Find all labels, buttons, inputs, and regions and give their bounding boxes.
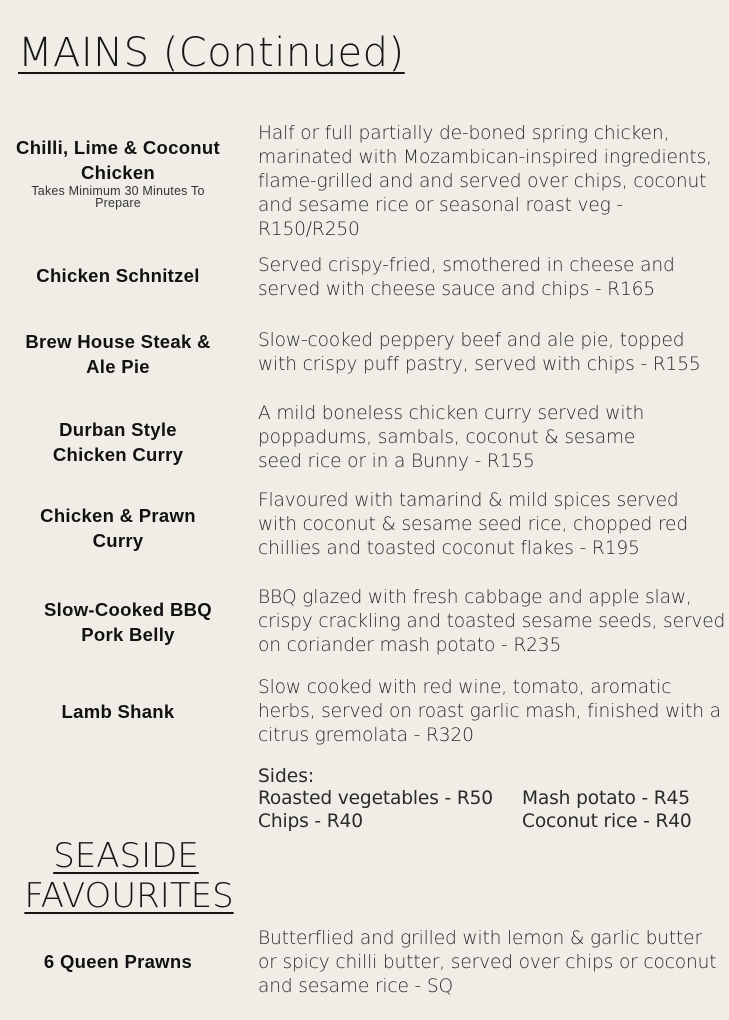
dish-name-bbq-pork-belly: Slow-Cooked BBQ Pork Belly [44,599,212,645]
dish-name-chilli-lime-coconut-chicken [8,136,228,209]
dish-description-durban-chicken-curry: A mild boneless chicken curry served with poppadums, sambals, coconut & sesame seed rice or in a Bunny - R155 [258,403,645,472]
dish-name-steak-ale-pie: Brew House Steak & Ale Pie [25,331,211,377]
dish-name-lamb-shank: Lamb Shank [61,701,175,722]
dish-description-chicken-schnitzel: Served crispy-fried, smothered in cheese and served with cheese sauce and chips - R165 [258,255,675,300]
dish-name-text: Chilli, Lime & Coconut Chicken [16,137,220,183]
dish-name-durban-chicken-curry: Durban Style Chicken Curry [52,419,184,465]
side-item-chips: Chips - R40 [258,811,363,832]
dish-name-queen-prawns: 6 Queen Prawns [43,951,193,972]
dish-description-steak-ale-pie: Slow-cooked peppery beef and ale pie, topped with crispy puff pastry, served with chips - R155 [258,330,701,375]
mains-title: MAINS (Continued) [18,30,405,76]
dish-name-chicken-schnitzel: Chicken Schnitzel [36,265,200,286]
dish-description-queen-prawns: Butterflied and grilled with lemon & garlic butter or spicy chilli butter, served over chips or coconut and sesame rice - SQ [258,928,717,997]
seaside-title-line2: FAVOURITES [24,876,234,916]
side-item-mash-potato: Mash potato - R45 [522,788,690,809]
dish-note: Takes Minimum 30 Minutes To Prepare [31,184,205,210]
side-item-roasted-vegetables: Roasted vegetables - R50 [258,788,493,809]
dish-description-chilli-lime-coconut-chicken: Half or full partially de-boned spring chicken, marinated with Mozambican-inspired ingredients, flame-grilled and and served over chips, coconut and sesame rice or seasonal roast veg - R150/R250 [258,123,712,240]
dish-description-bbq-pork-belly: BBQ glazed with fresh cabbage and apple slaw, crispy crackling and toasted sesame seeds, served on coriander mash potato - R235 [258,587,726,656]
sides-label: Sides: [258,766,315,787]
seaside-title-line1: SEASIDE [53,836,199,876]
side-item-coconut-rice: Coconut rice - R40 [522,811,692,832]
dish-name-chicken-prawn-curry: Chicken & Prawn Curry [40,505,196,551]
dish-description-lamb-shank: Slow cooked with red wine, tomato, aromatic herbs, served on roast garlic mash, finished with a citrus gremolata - R320 [258,677,721,746]
dish-description-chicken-prawn-curry: Flavoured with tamarind & mild spices served with coconut & sesame seed rice, chopped red chillies and toasted coconut flakes - R195 [258,490,688,559]
